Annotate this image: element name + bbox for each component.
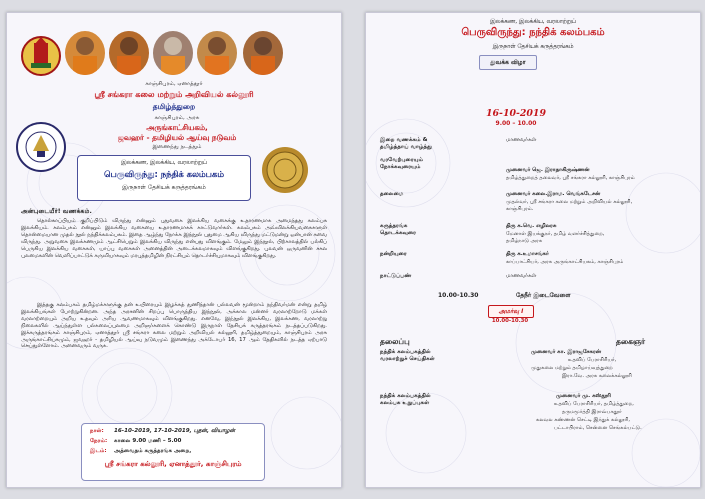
talk-topic: கலம்பக உறுப்புகள் xyxy=(380,400,430,406)
session-time: 10.00-10.30 xyxy=(491,318,529,324)
partner-jawahar: ஜவஹர் - தமிழியல் ஆய்வு நடுவம் xyxy=(117,133,237,142)
program-label: தமிழ்த்தாய் வாழ்த்து xyxy=(380,144,432,150)
program-value: காஞ்சிபுரம். xyxy=(506,206,534,212)
college-seal xyxy=(15,121,67,173)
invitation-front-page xyxy=(6,12,342,488)
venue-label: இடம்: xyxy=(90,448,107,454)
program-value: மாணவர்கள் xyxy=(506,273,537,279)
guru-portrait-5 xyxy=(243,31,283,75)
partner-place: காஞ்சிபுரம், அரசு xyxy=(154,115,200,121)
program-speaker: முனைவர் ஜெ. இராதாகிருஷ்ணன் xyxy=(506,167,590,173)
talk-info: கலவல கண்ணன் செட்டி இந்துக் கல்லூரி, xyxy=(536,417,631,423)
guru-portrait-4 xyxy=(197,31,237,75)
inaugural-label: துவக்க விழா xyxy=(490,59,526,66)
tamilnadu-emblem xyxy=(21,33,61,79)
program-value: தமிழ்நாடு அரசு xyxy=(506,238,543,244)
box-title: பெருவிருந்து: நந்திக் கலம்பகம் xyxy=(104,169,224,179)
right-subtitle: இருநாள் தேசியக் கருத்தரங்கம் xyxy=(492,44,574,50)
program-value: முதல்வர், ஸ்ரீ சங்கரா கலை மற்றும் அறிவியல் கல்லூரி, xyxy=(506,199,633,205)
place-line: காஞ்சிபுரம், ஏனாத்தூர் xyxy=(145,81,203,87)
program-label: நாட்டுப்பண் xyxy=(380,273,412,279)
break-time: 10.00-10.30 xyxy=(438,292,479,299)
session-badge xyxy=(488,305,534,318)
date-label: நாள்: xyxy=(90,428,104,434)
greeting: அன்புடையீர்! வணக்கம். xyxy=(21,208,92,215)
program-value: மாணவர்கள் xyxy=(506,137,537,143)
chair-heading: தகைஞர் xyxy=(616,337,646,346)
program-label: கருத்தரங்க xyxy=(380,223,408,229)
inaugural-badge xyxy=(479,55,537,70)
right-line1: இலக்கண, இலக்கிய, வரலாற்றுப் xyxy=(490,19,576,25)
date-value: 16-10-2019, 17-10-2019, புதன், வியாழன் xyxy=(114,428,236,434)
intro-paragraph: தொல்காப்பியம் குறிப்பிடும் விருந்து என்னும் புதுவகை இலக்கிய வகைக்கு உதாரணமாக அமைந்தது கலம்பக இலக்கியம். கலம்பகம் என்னும் இலக்கிய வகையை உதாரணமாகக் காட்டுவார்கள். கலம்பகம் அவ்விலக்கியவகைகளுள் தொன்மையான முதல் நூல் நந்திக்கலம்பகம். இதை ஆழ்ந்து நோக்க இந்நூல் புதுமை ஆகிய விருந்து மட்டுமன்று ஒன்பான் சுவை விருந்து. அறுவகை இலக்கணமும் ஆட்சிபெறும் இலக்கிய விருந்து என்பது விளங்கும். மேலும் இந்நூல், பிற்காலத்தில் பல்கிப் பெருகிய இலக்கிய வகைகள், யாப்பு வகைகள் அனைத்தின் அடைக்கலமாகவும் விளங்குகிறது. புலவன் ஒருவனின் சகல புலமைகளின் வெளிப்பாட்டுக் கருவியாகவும் மரபுத்தமிழின் நிரட்சியும் தொடர்ச்சியுமாகவும் விளங்குகிறது. xyxy=(21,218,327,259)
talk-info: உதவிப் பேராசிரியர், தமிழ்த்துறை, xyxy=(554,401,634,407)
talk-info: முதுகலை மற்றும் தமிழாய்வுத்துறை xyxy=(531,365,613,371)
program-value: தமிழ்த்துறைத் தலைவர், ஸ்ரீ சங்கரா கல்லூரி, காஞ்சிபுரம் xyxy=(506,175,635,181)
topic-heading: தலைப்பு xyxy=(380,337,410,346)
box-line1: இலக்கண, இலக்கிய, வரலாற்றுப் xyxy=(121,160,207,166)
program-date: 16-10-2019 xyxy=(486,108,546,119)
box-line3: இருநாள் தேசியக் கருத்தரங்கம் xyxy=(122,184,206,191)
time-value: காலை 9.00 மணி – 5.00 xyxy=(114,438,182,444)
guru-portrait-3 xyxy=(153,31,193,75)
program-value: காப்பாட்சியர், அரசு அருங்காட்சியகம், காஞ்சிபுரம் xyxy=(506,259,624,265)
invitation-program-page xyxy=(365,12,701,488)
venue-value: அத்வைதம் கருத்தரங்க அறை, xyxy=(114,448,192,454)
talk-topic: வரலாற்றுச் செய்திகள் xyxy=(380,356,435,362)
talk-info: பட்டாபிராம், சென்னை செங்கல்பட்டு. xyxy=(554,425,642,431)
guru-portrait-1 xyxy=(65,31,105,75)
program-label: இறை வணக்கம் & xyxy=(380,137,428,143)
talk-speaker: முனைவர் மு. கஸ்தூரி xyxy=(556,393,611,399)
details-paragraph: இத்தகு கலம்பகம் தமிழ்மக்களுக்கு தன் உயிரையும் இழக்கத் துணிந்தான் பல்லவன் மூன்றாம் நந்திவர்மன் என்று தமிழ் இலக்கியங்கள் போற்றுகின்றன. அந்த அரசனின் சிறப்பு பொருந்திய இந்நூல், அக்கால மன்னர் வரலாற்றோடு மக்கள் வரலாற்றையும் அறிய உதவும் அரிய ஆவணமாகவும் விளங்குகிறது. எனவே, இந்நூல் இலக்கிய, இலக்கண, வரலாற்று நிலைகளில் ஆய்ந்துள்ள பல்கலைப்புலமை அறிஞர்களைக் கொண்டு இருநாள் தேசியக் கருத்தரங்கம் நடத்தப்படுகிறது. இக்கருத்தரங்கம் காஞ்சிபுரம், ஏனாத்தூர் ஸ்ரீ சங்கரா கலை மற்றும் அறிவியல் கல்லூரி, தமிழ்த்துறையும், காஞ்சிபுரம் அரசு அருங்காட்சியகமும், ஜவஹர் - தமிழியல் ஆய்வு நடுவமும் இணைந்து அக்டோபர் 16, 17 ஆம் தேதிகளில் நடத்த ஏற்பாடு செய்துள்ளோம். அனைவரும் வருக. xyxy=(21,302,327,350)
program-value: மேனாள் இயக்குநர், தமிழ் வளர்ச்சித்துறை, xyxy=(506,231,605,237)
program-label: நன்றியுரை xyxy=(380,251,407,257)
conducts-text: இணைந்து நடத்தும் xyxy=(152,144,202,150)
program-label: தலைமை xyxy=(380,191,404,197)
break-label: தேநீர் இடைவேளை xyxy=(516,292,571,299)
right-title: பெருவிருந்து: நந்திக் கலம்பகம் xyxy=(461,27,605,38)
time-label: நேரம்: xyxy=(90,438,108,444)
department-name: தமிழ்த்துறை xyxy=(152,102,196,111)
program-speaker: திரு க.வெ. எழிலரசு xyxy=(506,223,557,229)
partner-museum: அருங்காட்சியகம், xyxy=(146,123,208,132)
program-speaker: திரு க.உமாசங்கர் xyxy=(506,251,549,257)
program-label: தொடக்கவுரை xyxy=(380,230,417,236)
session-label: அமர்வு I xyxy=(498,308,524,315)
guru-portrait-2 xyxy=(109,31,149,75)
talk-info: தருமமூர்த்தி இராவ்பகதூர் xyxy=(562,409,622,415)
event-info-box xyxy=(81,423,265,481)
talk-info: இரா.வே. அரசு கலைக்கல்லூரி xyxy=(562,373,632,379)
program-label: வரவேற்புரையும் xyxy=(380,157,424,163)
talk-info: உதவிப் பேராசிரியர், xyxy=(568,357,617,363)
program-label: நோக்கவுரையும் xyxy=(380,164,421,170)
college-name: ஸ்ரீ சங்கரா கலை மற்றும் அறிவியல் கல்லூரி xyxy=(94,90,254,99)
seminar-title-box xyxy=(77,155,251,201)
talk-topic: நந்திக் கலம்பகத்தில் xyxy=(380,393,431,399)
floral-background-pattern-right xyxy=(366,13,700,487)
program-time: 9.00 – 10.00 xyxy=(495,120,537,127)
gold-medallion-logo xyxy=(261,146,309,194)
talk-speaker: முனைவர் கா. இராஜசேகரன் xyxy=(531,349,601,355)
venue-college: ஸ்ரீ சங்கரா கல்லூரி, ஏனாத்தூர், காஞ்சிபுரம் xyxy=(104,460,242,468)
talk-topic: நந்திக் கலம்பகத்தில் xyxy=(380,349,431,355)
program-speaker: முனைவர் கலை.இராம. வெங்கடேசன் xyxy=(506,191,601,197)
